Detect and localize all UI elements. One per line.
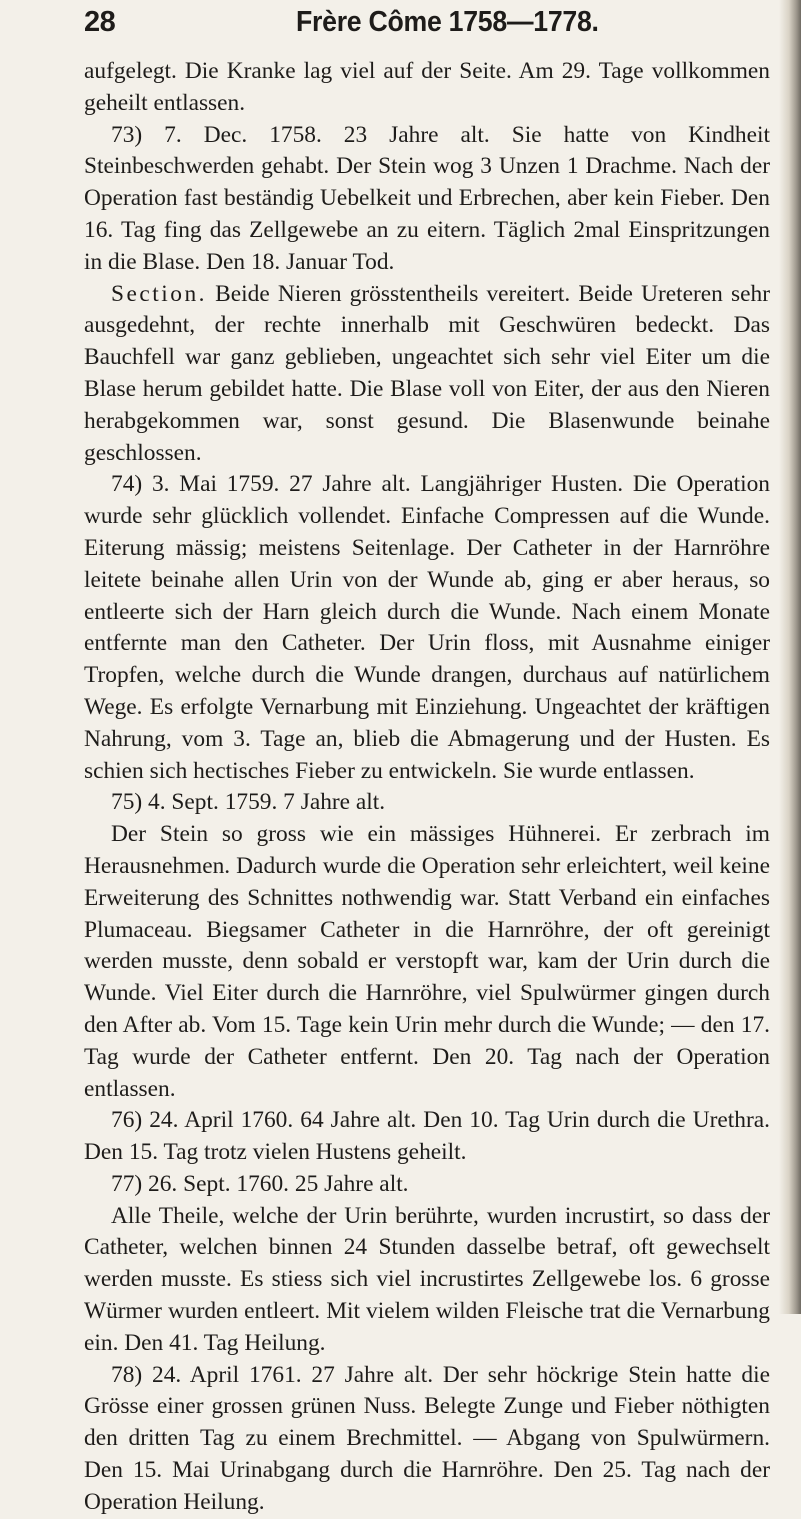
case-entry-75-text: Der Stein so gross wie ein mässiges Hühnerei. Er zerbrach im Herausnehmen. Dadurch wurde die Operation sehr erleichtert, weil keine Erweiterung des Schnittes nothwendig war. Statt Verband ein einfaches Plumaceau. Biegsamer Catheter in die Harnröhre, der oft gereinigt werden musste, denn sobald er verstopft war, kam der Urin durch die Wunde. Viel Eiter durch die Harnröhre, viel Spulwürmer gingen durch den After ab. Vom 15. Tage kein Urin mehr durch die Wunde; — den 17. Tag wurde der Catheter entfernt. Den 20. Tag nach der Operation entlassen. xyxy=(84,821,770,1102)
case-entry-73: 73) 7. Dec. 1758. 23 Jahre alt. Sie hatte von Kindheit Steinbeschwerden gehabt. Der Stein wog 3 Unzen 1 Drachme. Nach der Operation fast beständig Uebelkeit und Erbrechen, aber kein Fieber. Den 16. Tag fing das Zellgewebe an zu eitern. Täglich 2mal Einspritzungen in die Blase. Den 18. Januar Tod. xyxy=(84,121,770,275)
case-entry-75-heading: 75) 4. Sept. 1759. 7 Jahre alt. xyxy=(111,789,386,816)
section-text: Beide Nieren grösstentheils vereitert. Beide Ureteren sehr ausgedehnt, der rechte innerhalb mit Geschwüren bedeckt. Das Bauchfell war ganz geblieben, ungeachtet sich sehr viel Eiter um die Blase herum gebildet hatte. Die Blase voll von Eiter, der aus den Nieren herabgekommen war, sonst gesund. Die Blasenwunde beinahe geschlossen. xyxy=(84,280,770,466)
case-entry-76: 76) 24. April 1760. 64 Jahre alt. Den 10. Tag Urin durch die Urethra. Den 15. Tag trotz vielen Hustens geheilt. xyxy=(84,1107,770,1166)
running-title: Frère Côme 1758—1778. xyxy=(296,6,599,38)
case-entry-78: 78) 24. April 1761. 27 Jahre alt. Der sehr höckrige Stein hatte die Grösse einer grossen grünen Nuss. Belegte Zunge und Fieber nöthigten den dritten Tag zu einem Brechmittel. — Abgang von Spulwürmern. Den 15. Mai Urinabgang durch die Harnröhre. Den 25. Tag nach der Operation Heilung. xyxy=(84,1361,770,1515)
case-entry-74: 74) 3. Mai 1759. 27 Jahre alt. Langjähriger Husten. Die Operation wurde sehr glücklich vollendet. Einfache Compressen auf die Wunde. Eiterung mässig; meistens Seitenlage. Der Catheter in der Harnröhre leitete beinahe allen Urin von der Wunde ab, ging er aber heraus, so entleerte sich der Harn gleich durch die Wunde. Nach einem Monate entfernte man den Catheter. Der Urin floss, mit Ausnahme einiger Tropfen, welche durch die Wunde drangen, durchaus auf natürlichem Wege. Es erfolgte Vernarbung mit Einziehung. Ungeachtet der kräftigen Nahrung, vom 3. Tage an, blieb die Abmagerung und der Husten. Es schien sich hectisches Fieber zu entwickeln. Sie wurde entlassen. xyxy=(84,471,770,784)
page-edge-shadow xyxy=(779,0,801,1314)
section-paragraph xyxy=(84,279,770,470)
body-text xyxy=(84,56,770,1519)
page-header xyxy=(84,6,774,44)
paragraph-continuation: aufgelegt. Die Kranke lag viel auf der Seite. Am 29. Tage vollkommen geheilt entlassen. xyxy=(84,58,770,116)
case-entry-77-heading: 77) 26. Sept. 1760. 25 Jahre alt. xyxy=(111,1170,409,1197)
case-entry-77-text: Alle Theile, welche der Urin berührte, wurden incrustirt, so dass der Catheter, welchen binnen 24 Stunden dasselbe betraf, oft gewechselt werden musste. Es stiess sich viel incrustirtes Zellgewebe los. 6 grosse Würmer wurden entleert. Mit vielem wilden Fleische trat die Vernarbung ein. Den 41. Tag Heilung. xyxy=(84,1202,770,1356)
page-number: 28 xyxy=(84,6,116,38)
section-label: Section. xyxy=(111,280,208,307)
